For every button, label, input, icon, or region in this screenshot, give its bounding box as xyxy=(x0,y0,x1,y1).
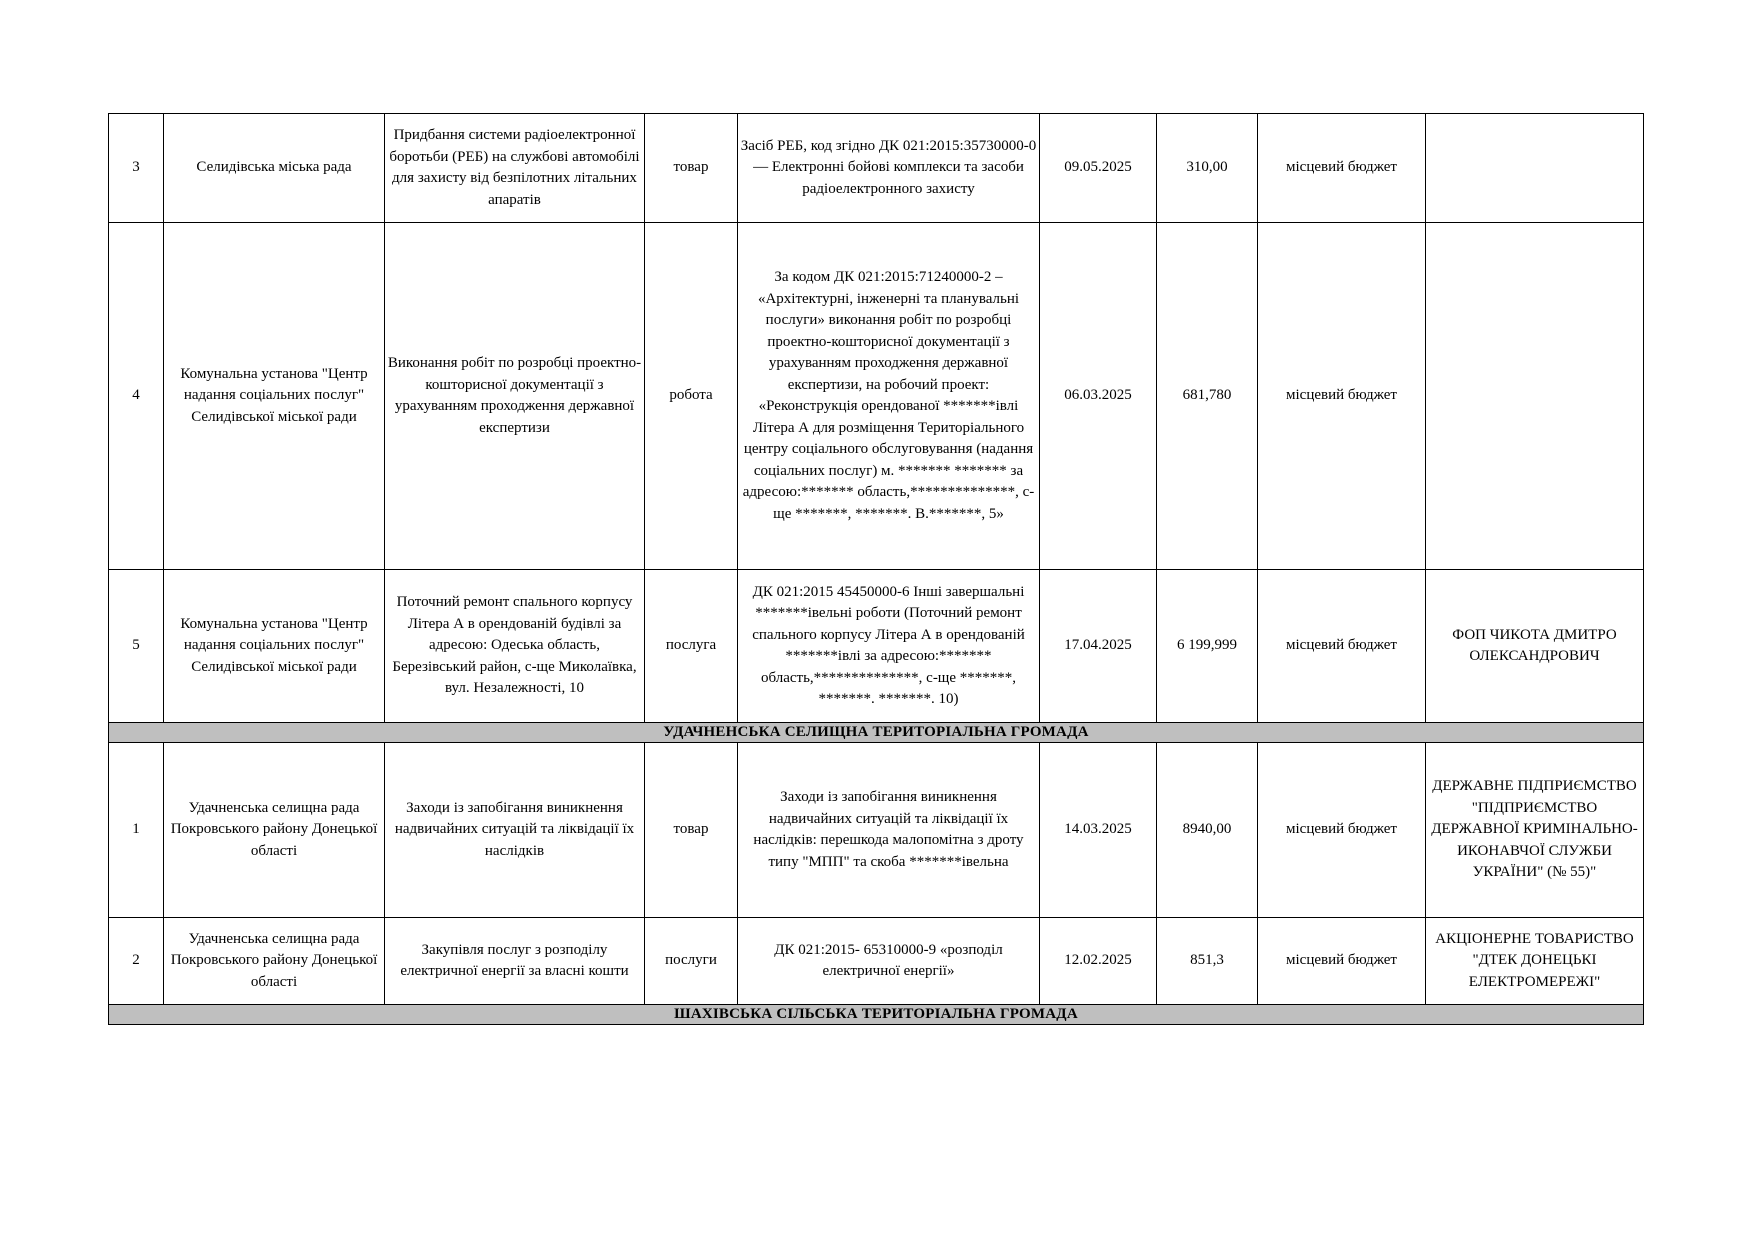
source-cell: місцевий бюджет xyxy=(1258,570,1426,723)
date-cell: 06.03.2025 xyxy=(1040,223,1157,570)
supplier-cell: АКЦІОНЕРНЕ ТОВАРИСТВО "ДТЕК ДОНЕЦЬКІ ЕЛЕКТРОМЕРЕЖІ" xyxy=(1426,918,1644,1005)
subject-cell: Закупівля послуг з розподілу електричної енергії за власні кошти xyxy=(385,918,645,1005)
date-cell: 12.02.2025 xyxy=(1040,918,1157,1005)
row-number: 2 xyxy=(109,918,164,1005)
table-row xyxy=(109,570,1644,723)
code-cell: Заходи із запобігання виникнення надвичайних ситуацій та ліквідації їх наслідків: перешкода малопомітна з дроту типу "МПП" та скоба *******івельна xyxy=(738,743,1040,918)
amount-cell: 681,780 xyxy=(1157,223,1258,570)
type-cell: товар xyxy=(645,743,738,918)
row-number: 5 xyxy=(109,570,164,723)
source-cell: місцевий бюджет xyxy=(1258,223,1426,570)
customer-cell: Комунальна установа "Центр надання соціальних послуг" Селидівської міської ради xyxy=(164,223,385,570)
source-cell: місцевий бюджет xyxy=(1258,114,1426,223)
section-title: ШАХІВСЬКА СІЛЬСЬКА ТЕРИТОРІАЛЬНА ГРОМАДА xyxy=(109,1005,1644,1025)
amount-cell: 8940,00 xyxy=(1157,743,1258,918)
supplier-cell xyxy=(1426,114,1644,223)
table-row xyxy=(109,114,1644,223)
supplier-cell: ДЕРЖАВНЕ ПІДПРИЄМСТВО "ПІДПРИЄМСТВО ДЕРЖАВНОЇ КРИМІНАЛЬНО-ИКОНАВЧОЇ СЛУЖБИ УКРАЇНИ" (№ 55)" xyxy=(1426,743,1644,918)
type-cell: послуги xyxy=(645,918,738,1005)
row-number: 3 xyxy=(109,114,164,223)
type-cell: товар xyxy=(645,114,738,223)
amount-cell: 851,3 xyxy=(1157,918,1258,1005)
code-cell: ДК 021:2015 45450000-6 Інші завершальні *******івельні роботи (Поточний ремонт спального корпусу Літера А в орендованій *******івлі за адресою:******* область,**************, с-ще *******, *******. *******. 10) xyxy=(738,570,1040,723)
table-row xyxy=(109,918,1644,1005)
procurement-table xyxy=(108,113,1644,1025)
source-cell: місцевий бюджет xyxy=(1258,743,1426,918)
customer-cell: Удачненська селищна рада Покровського району Донецької області xyxy=(164,743,385,918)
customer-cell: Комунальна установа "Центр надання соціальних послуг" Селидівської міської ради xyxy=(164,570,385,723)
section-header-row xyxy=(109,723,1644,743)
type-cell: послуга xyxy=(645,570,738,723)
section-header-row xyxy=(109,1005,1644,1025)
supplier-cell xyxy=(1426,223,1644,570)
supplier-cell: ФОП ЧИКОТА ДМИТРО ОЛЕКСАНДРОВИЧ xyxy=(1426,570,1644,723)
row-number: 1 xyxy=(109,743,164,918)
date-cell: 17.04.2025 xyxy=(1040,570,1157,723)
subject-cell: Придбання системи радіоелектронної боротьби (РЕБ) на службові автомобілі для захисту від безпілотних літальних апаратів xyxy=(385,114,645,223)
date-cell: 14.03.2025 xyxy=(1040,743,1157,918)
source-cell: місцевий бюджет xyxy=(1258,918,1426,1005)
subject-cell: Поточний ремонт спального корпусу Літера А в орендованій будівлі за адресою: Одеська область, Березівський район, с-ще Миколаївка, вул. Незалежності, 10 xyxy=(385,570,645,723)
code-cell: ДК 021:2015- 65310000-9 «розподіл електричної енергії» xyxy=(738,918,1040,1005)
amount-cell: 310,00 xyxy=(1157,114,1258,223)
code-cell: За кодом ДК 021:2015:71240000-2 – «Архітектурні, інженерні та планувальні послуги» виконання робіт по розробці проектно-кошторисної документації з урахуванням проходження державної експертизи, на робочий проект: «Реконструкція орендованої *******івлі Літера А для розміщення Територіального центру соціального обслуговування (надання соціальних послуг) м. ******* ******* за адресою:******* область,**************, с-ще *******, *******. В.*******, 5» xyxy=(738,223,1040,570)
code-cell: Засіб РЕБ, код згідно ДК 021:2015:35730000-0 — Електронні бойові комплекси та засоби радіоелектронного захисту xyxy=(738,114,1040,223)
row-number: 4 xyxy=(109,223,164,570)
table-row xyxy=(109,743,1644,918)
customer-cell: Удачненська селищна рада Покровського району Донецької області xyxy=(164,918,385,1005)
section-title: УДАЧНЕНСЬКА СЕЛИЩНА ТЕРИТОРІАЛЬНА ГРОМАДА xyxy=(109,723,1644,743)
table-row xyxy=(109,223,1644,570)
type-cell: робота xyxy=(645,223,738,570)
customer-cell: Селидівська міська рада xyxy=(164,114,385,223)
subject-cell: Заходи із запобігання виникнення надвичайних ситуацій та ліквідації їх наслідків xyxy=(385,743,645,918)
subject-cell: Виконання робіт по розробці проектно-кошторисної документації з урахуванням проходження державної експертизи xyxy=(385,223,645,570)
amount-cell: 6 199,999 xyxy=(1157,570,1258,723)
date-cell: 09.05.2025 xyxy=(1040,114,1157,223)
